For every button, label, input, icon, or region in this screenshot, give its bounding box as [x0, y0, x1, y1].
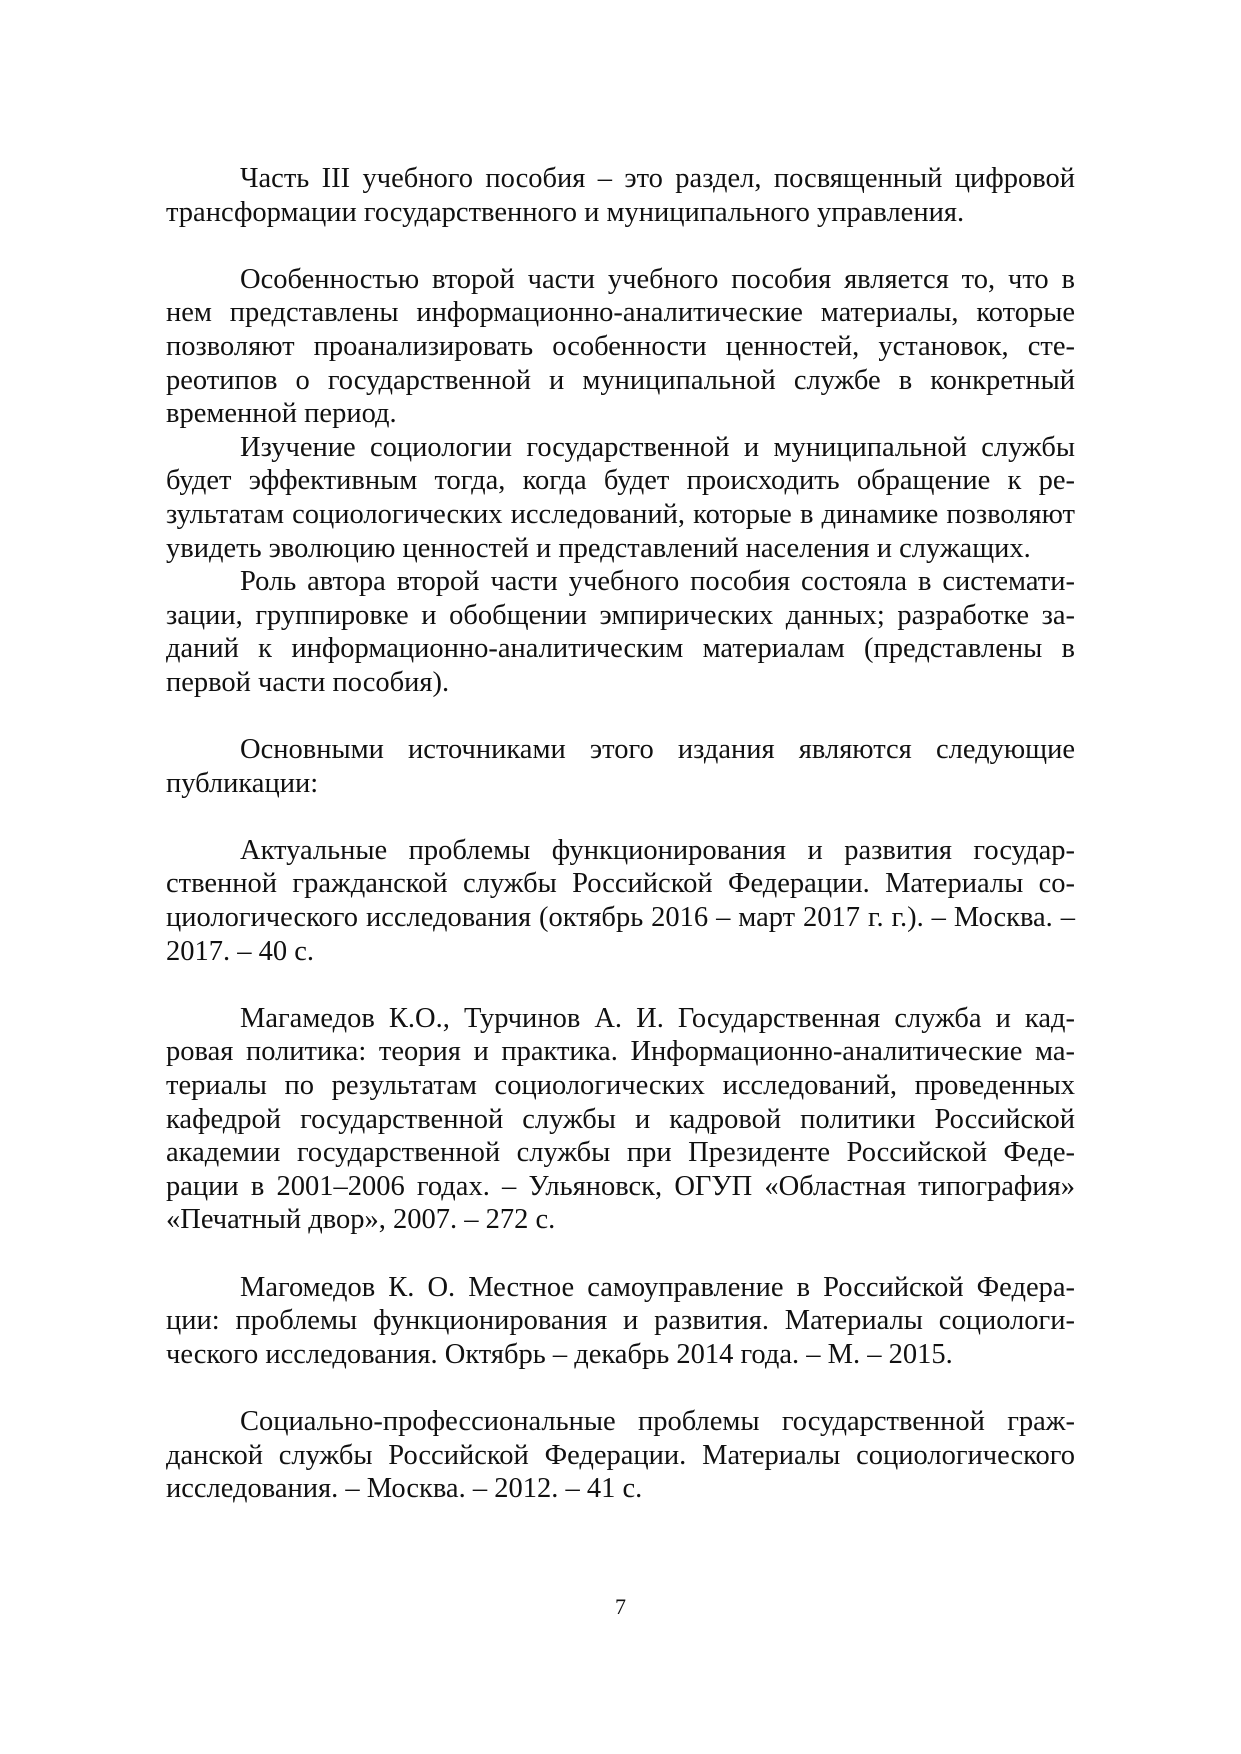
reference-entry: Магамедов К.О., Турчинов А. И. Государственная служба и кадровая политика: теория и практика. Информационно-аналитические материалы по результатам социологических исследований, проведенных кафедрой государственной службы и кадровой политики Российской академии государственной службы при Президенте Российской Федерации в 2001–2006 годах. – Ульяновск, ОГУП «Областная типография» «Печатный двор», 2007. – 272 с. — [166, 1002, 1075, 1236]
page-number: 7 — [615, 1594, 626, 1619]
page-body — [166, 162, 1075, 1506]
paragraph-second-part-feature: Особенностью второй части учебного пособия является то, что в нем представлены информационно-аналитические материалы, которые позволяют проанализировать особенности ценностей, установок, стереотипов о государственной и муниципальной службе в конкретный временной период. — [166, 263, 1075, 430]
reference-entry: Актуальные проблемы функционирования и развития государственной гражданской службы Российской Федерации. Материалы социологического исследования (октябрь 2016 – март 2017 г. г.). – Москва. – 2017. – 40 с. — [166, 834, 1075, 967]
reference-entry: Социально-профессиональные проблемы государственной гражданской службы Российской Федерации. Материалы социологического исследования. – Москва. – 2012. – 41 с. — [166, 1405, 1075, 1505]
paragraph-part-three: Часть III учебного пособия – это раздел, посвященный цифровой трансформации государственного и муниципального управления. — [166, 163, 1075, 228]
paragraph-author-role: Роль автора второй части учебного пособия состояла в систематизации, группировке и обобщении эмпирических данных; разработке заданий к информационно-аналитическим материалам (представлены в первой части пособия). — [166, 566, 1075, 698]
paragraph-sources-intro: Основными источниками этого издания являются следующие публикации: — [166, 734, 1075, 799]
paragraph-study-sociology: Изучение социологии государственной и муниципальной службы будет эффективным тогда, когда будет происходить обращение к результатам социологических исследований, которые в динамике позволяют увидеть эволюцию ценностей и представлений населения и служащих. — [166, 431, 1075, 564]
reference-entry: Магомедов К. О. Местное самоуправление в Российской Федерации: проблемы функционирования и развития. Материалы социологического исследования. Октябрь – декабрь 2014 года. – М. – 2015. — [166, 1271, 1075, 1370]
